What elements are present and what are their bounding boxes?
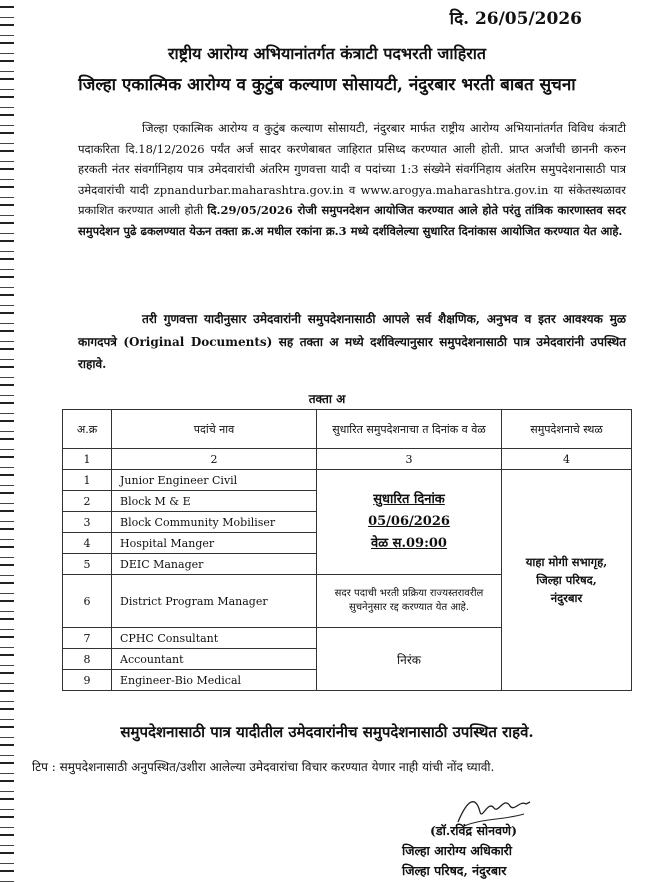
row-number: 5 — [63, 554, 112, 575]
row-number: 7 — [63, 628, 112, 649]
post-name: Engineer-Bio Medical — [112, 670, 317, 691]
row-number: 3 — [63, 512, 112, 533]
column-number-row — [63, 449, 632, 470]
schedule-table — [62, 409, 632, 691]
post-name: District Program Manager — [112, 575, 317, 628]
notice-date: दि. 26/05/2026 — [449, 9, 582, 29]
table-caption: तक्ता अ — [308, 392, 346, 406]
venue-line: जिल्हा परिषद, — [536, 573, 597, 587]
col-number: 3 — [317, 449, 502, 470]
post-name: Accountant — [112, 649, 317, 670]
venue-line: याहा मोगी सभागृह, — [525, 555, 608, 569]
nil-status: निरंक — [317, 628, 502, 691]
intro-text: जिल्हा एकात्मिक आरोग्य व कुटुंब कल्याण सोसायटी, नंदुरबार मार्फत राष्ट्रीय आरोग्य अभियानांतर्गत विविध कंत्राटी पदाकरिता दि.18/12/2026 पर्यंत अर्ज सादर करणेबाबत जाहिरात प्रसिध्द करण्यात आली होती. प्राप्त अर्जांची छाननी करुन हरकती नंतर संवर्गानिहाय पात्र उमेदवारांची अंतरिम गुणवत्ता यादी व पदांच्या 1:3 संख्येने संवर्गनिहाय अंतरिम समुपदेशनासाठी पात्र उमेदवारांची यादी zpnandurbar.maharashtra.gov.in व www.arogya.maharashtra.gov.in या संकेतस्थळावर प्रकाशित करण्यात आली होती — [78, 121, 626, 217]
row-number: 4 — [63, 533, 112, 554]
signatory-name: (डॉ.रविंद्र सोनवणे) — [430, 823, 518, 838]
post-name: Hospital Manger — [112, 533, 317, 554]
venue-line: नंदुरबार — [550, 591, 583, 605]
table-row — [63, 470, 632, 491]
footnote: टिप : समुपदेशनासाठी अनुपस्थित/उशीरा आलेल्या उमेदवारांचा विचार करण्यात येणार नाही यांची नोंद घ्यावी. — [32, 760, 495, 774]
row-number: 6 — [63, 575, 112, 628]
row-number: 8 — [63, 649, 112, 670]
signatory-designation: जिल्हा आरोग्य अधिकारी — [402, 843, 513, 858]
instruction-paragraph: तरी गुणवत्ता यादीनुसार उमेदवारांनी समुपदेशनासाठी आपले सर्व शैक्षणिक, अनुभव व इतर आवश्यक मुळ कागदपत्रे (Original Documents) सह तक्ता अ मध्ये दर्शविल्यानुसार समुपदेशनासाठी पात्र उमेदवारांनी उपस्थित राहावे. — [78, 312, 626, 371]
venue-cell — [502, 470, 632, 691]
row-number: 1 — [63, 470, 112, 491]
post-name: DEIC Manager — [112, 554, 317, 575]
schedule-date: 05/06/2026 — [368, 514, 450, 529]
schedule-label: सुधारित दिनांक — [373, 492, 445, 507]
intro-text-bold: दि.29/05/2026 रोजी समुपनदेशन आयोजित करण्यात आले होते परंतु तांत्रिक कारणास्तव सदर समुपदेशन पुढे ढकलण्यात येऊन तक्ता क्र.अ मधील रकांना क्र.3 मध्ये दर्शविलेल्या सुधारित दिनांकास आयोजित करण्यात येत आहे. — [78, 203, 627, 238]
main-heading: राष्ट्रीय आरोग्य अभियानांतर्गत कंत्राटी पदभरती जाहिरात — [167, 44, 486, 63]
attendance-notice: समुपदेशनासाठी पात्र यादीतील उमेदवारांनीच समुपदेशनासाठी उपस्थित राहवे. — [120, 723, 534, 741]
post-name: Block M & E — [112, 491, 317, 512]
post-name: Junior Engineer Civil — [112, 470, 317, 491]
header-schedule: सुधारित समुपदेशनाचा त दिनांक व वेळ — [317, 410, 502, 449]
post-name: Block Community Mobiliser — [112, 512, 317, 533]
sub-heading: जिल्हा एकात्मिक आरोग्य व कुटुंब कल्याण सोसायटी, नंदुरबार भरती बाबत सुचना — [78, 75, 576, 95]
header-venue: समुपदेशनाचे स्थळ — [502, 410, 632, 449]
row-number: 2 — [63, 491, 112, 512]
col-number: 2 — [112, 449, 317, 470]
header-sr-no: अ.क्र — [63, 410, 112, 449]
intro-paragraph — [78, 118, 626, 241]
table-header-row — [63, 410, 632, 449]
revised-schedule — [317, 470, 502, 575]
post-name: CPHC Consultant — [112, 628, 317, 649]
col-number: 4 — [502, 449, 632, 470]
schedule-time: वेळ स.09:00 — [371, 536, 447, 551]
header-post-name: पदांचे नाव — [112, 410, 317, 449]
signatory-office: जिल्हा परिषद, नंदुरबार — [402, 863, 507, 878]
row-number: 9 — [63, 670, 112, 691]
scan-edge — [0, 0, 14, 882]
col-number: 1 — [63, 449, 112, 470]
cancellation-note: सदर पदाची भरती प्रक्रिया राज्यस्तरावरील सुचनेनुसार रद्द करण्यात येत आहे. — [317, 575, 502, 628]
